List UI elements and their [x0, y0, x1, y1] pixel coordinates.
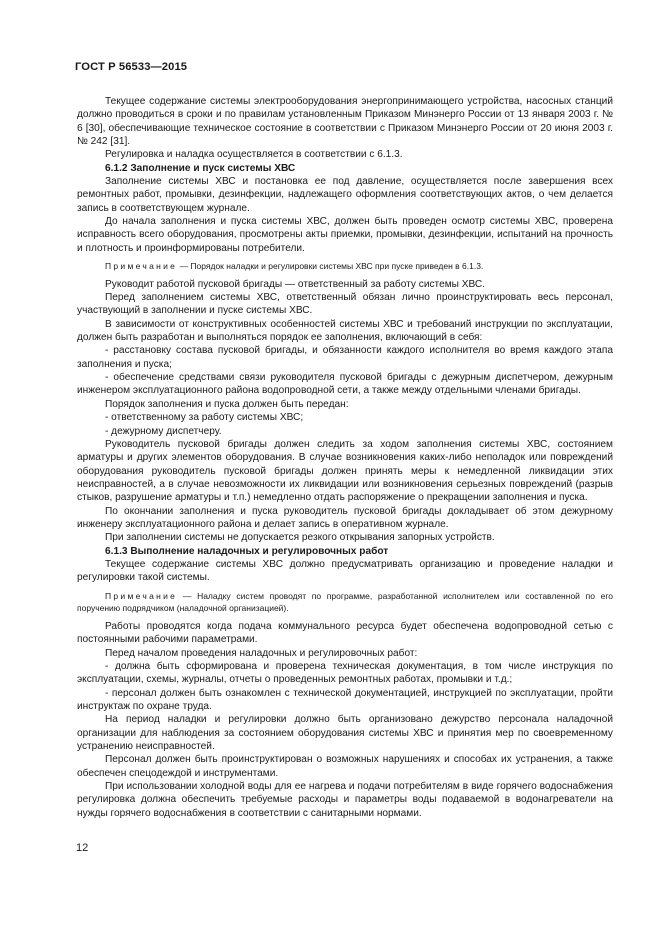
- section-heading-6-1-2: 6.1.2 Заполнение и пуск системы ХВС: [105, 162, 296, 174]
- paragraph: При использовании холодной воды для ее нагрева и подачи потребителям в виде горячего водоснабжения регулировка должна обеспечить требуемые расходы и параметры воды подаваемой в водонагреватели на нужды горячего водоснабжения в соответствии с санитарными нормами.: [77, 780, 613, 819]
- note-text: — Порядок наладки и регулировки системы ХВС при пуске приведен в 6.1.3.: [177, 261, 484, 272]
- note-label: Примечание: [105, 590, 178, 601]
- list-item: - расстановку состава пусковой бригады, и обязанности каждого исполнителя во время каждого этапа заполнения и пуска;: [77, 345, 613, 370]
- section-heading-6-1-3: 6.1.3 Выполнение наладочных и регулировочных работ: [105, 545, 389, 557]
- list-item: - обеспечение средствами связи руководителя пусковой бригады с дежурным диспетчером, дежурным инженером эксплуатационного района водопроводной сети, а также между отдельными членами бригады.: [77, 372, 613, 397]
- note: [77, 260, 613, 273]
- list-item: - дежурному диспетчеру.: [105, 425, 222, 437]
- paragraph: Порядок заполнения и пуска должен быть передан:: [105, 398, 349, 410]
- paragraph: В зависимости от конструктивных особенностей системы ХВС и требований инструкции по эксплуатации, должен быть разработан и выполняться порядок ее заполнения, включающий в себя:: [77, 318, 613, 344]
- paragraph: Работы проводятся когда подача коммунального ресурса будет обеспечена водопроводной сетью с постоянными рабочими параметрами.: [77, 620, 613, 646]
- paragraph: Заполнение системы ХВС и постановка ее под давление, осуществляется после завершения всех ремонтных работ, промывки, дезинфекции, надлежащего оформления соответствующих актов, о чем делается запись в соответствующем журнале.: [77, 176, 613, 214]
- page-number: 12: [76, 842, 89, 854]
- list-item: - должна быть сформирована и проверена техническая документация, в том числе инструкция по эксплуатации, схемы, журналы, отчеты о проведенных ремонтных работах, промывки и т.д.;: [77, 660, 613, 686]
- paragraph: До начала заполнения и пуска системы ХВС, должен быть проведен осмотр системы ХВС, проверена исправность всего оборудования, просмотрены акты приемки, промывки, дезинфекции, испытаний на прочность и плотность и проинформированы потребители.: [77, 216, 613, 254]
- paragraph: Перед началом проведения наладочных и регулировочных работ:: [105, 647, 418, 659]
- paragraph: Руководит работой пусковой бригады — ответственный за работу системы ХВС.: [105, 278, 486, 290]
- list-item: - персонал должен быть ознакомлен с технической документацией, инструкцией по эксплуатации, пройти инструктаж по охране труда.: [77, 687, 613, 712]
- paragraph: По окончании заполнения и пуска руководитель пусковой бригады докладывает об этом дежурному инженеру эксплуатационного района и делает запись в оперативном журнале.: [77, 505, 613, 530]
- paragraph: При заполнении системы не допускается резкого открывания запорных устройств.: [105, 532, 495, 544]
- paragraph: Текущее содержание системы электрооборудования энергопринимающего устройства, насосных станций должно проводиться в сроки и по правилам установленным Приказом Минэнерго России от 13 января 2003 г. № 6 [30], обеспечивающие техническое состояние в соответствии с Приказом Минэнерго России от 20 июня 2003 г. № 242 [31].: [77, 96, 613, 148]
- note-label: Примечание: [105, 261, 178, 272]
- page-body: [77, 95, 613, 820]
- paragraph: На период наладки и регулировки должно быть организовано дежурство персонала наладочной организации для наблюдения за состоянием оборудования системы ХВС и принятия мер по своевременному устранению неисправностей.: [77, 714, 613, 752]
- paragraph: Руководитель пусковой бригады должен следить за ходом заполнения системы ХВС, состоянием арматуры и других элементов оборудования. В случае возникновения каких-либо неполадок или повреждений оборудования руководитель пусковой бригады должен принять меры к немедленной ликвидации этих неисправностей, а в случае невозможности их ликвидации или возникновения серьезных повреждений (разрыв стыков, разрушение арматуры и т.п.) немедленно отдать распоряжение о прекращении заполнения и пуска.: [77, 438, 613, 504]
- note-text: — Наладку систем проводят по программе, разработанной исполнителем или составленной по его поручению подрядчиком (наладочной организацией).: [77, 590, 613, 614]
- paragraph: Регулировка и наладка осуществляется в соответствии с 6.1.3.: [105, 149, 403, 161]
- paragraph: Текущее содержание системы ХВС должно предусматривать организацию и проведение наладки и регулировки такой системы.: [77, 558, 613, 584]
- note: [77, 590, 613, 615]
- paragraph: Перед заполнением системы ХВС, ответственный обязан лично проинструктировать весь персонал, участвующий в заполнении и пуске системы ХВС.: [77, 292, 613, 317]
- document-code: ГОСТ Р 56533—2015: [75, 61, 188, 73]
- list-item: - ответственному за работу системы ХВС;: [105, 412, 304, 424]
- paragraph: Персонал должен быть проинструктирован о возможных нарушениях и способах их устранения, а также обеспечен спецодеждой и инструментами.: [77, 754, 613, 779]
